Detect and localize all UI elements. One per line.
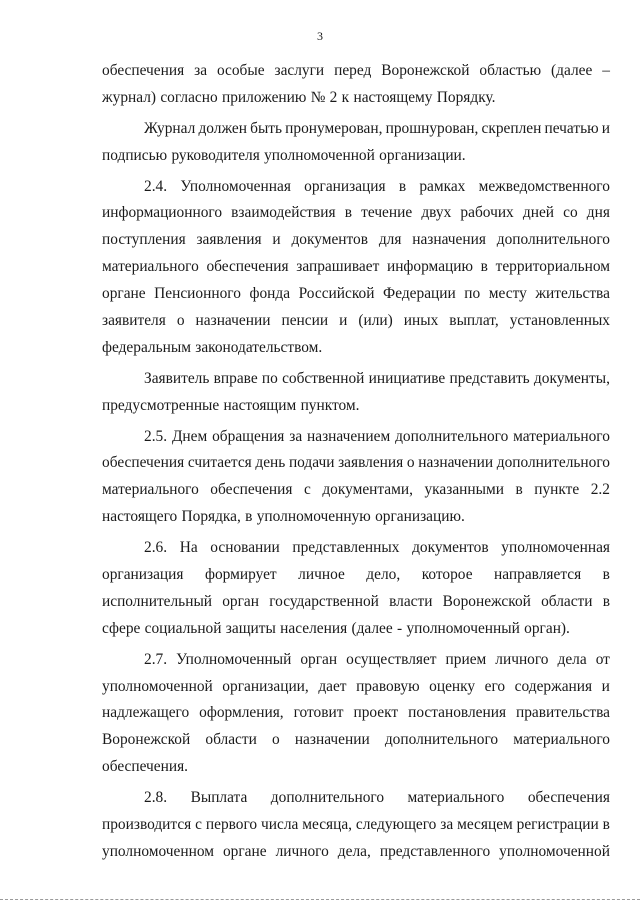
- text-line: Журнал должен быть пронумерован, прошнурован, скреплен печатью и: [144, 119, 610, 137]
- text-line: 2.7. Уполномоченный орган осуществляет прием личного дела от: [144, 650, 610, 668]
- paragraph-p-2-6: [102, 535, 610, 643]
- text-line: уполномоченном органе личного дела, представленного уполномоченной: [102, 842, 610, 860]
- paragraph-p-2-4: [102, 174, 610, 362]
- text-line: настоящего Порядка, в уполномоченную организацию.: [102, 508, 465, 526]
- text-line: обеспечения за особые заслуги перед Воронежской областью (далее –: [102, 62, 610, 79]
- document-body: [102, 58, 610, 866]
- text-line: 2.4. Уполномоченная организация в рамках межведомственного: [144, 177, 610, 195]
- text-line: производится с первого числа месяца, следующего за месяцем регистрации в: [102, 816, 610, 834]
- text-line: 2.5. Днем обращения за назначением дополнительного материального: [144, 427, 610, 445]
- text-line: 2.6. На основании представленных документов уполномоченная: [144, 539, 610, 557]
- text-line: органе Пенсионного фонда Российской Федерации по месту жительства: [102, 285, 610, 303]
- text-line: обеспечения считается день подачи заявления о назначении дополнительного: [102, 454, 610, 472]
- paragraph-p-2-8: [102, 785, 610, 866]
- text-line: 2.8. Выплата дополнительного материального обеспечения: [144, 789, 610, 807]
- text-line: организация формирует личное дело, которое направляется в: [102, 566, 610, 584]
- page-bottom-edge: [0, 899, 640, 900]
- paragraph-p-journal: [102, 116, 610, 170]
- text-line: исполнительный орган государственной власти Воронежской области в: [102, 592, 610, 610]
- text-line: заявителя о назначении пенсии и (или) иных выплат, установленных: [102, 312, 610, 330]
- text-line: журнал) согласно приложению № 2 к настоящему Порядку.: [102, 88, 496, 106]
- text-line: федеральным законодательством.: [102, 338, 323, 356]
- text-line: материального обеспечения с документами, указанными в пункте 2.2: [102, 481, 610, 499]
- paragraph-p-cont: [102, 58, 610, 112]
- paragraph-p-applicant: [102, 366, 610, 420]
- text-line: информационного взаимодействия в течение двух рабочих дней со дня: [102, 204, 610, 222]
- text-line: подписью руководителя уполномоченной организации.: [102, 146, 466, 164]
- page-number: 3: [317, 29, 323, 43]
- paragraph-p-2-7: [102, 647, 610, 781]
- text-line: сфере социальной защиты населения (далее - уполномоченный орган).: [102, 619, 570, 637]
- text-line: надлежащего оформления, готовит проект постановления правительства: [102, 704, 610, 722]
- text-line: уполномоченной организации, дает правовую оценку его содержания и: [102, 677, 610, 695]
- text-line: поступления заявления и документов для назначения дополнительного: [102, 231, 610, 249]
- text-line: материального обеспечения запрашивает информацию в территориальном: [102, 258, 610, 276]
- text-line: Заявитель вправе по собственной инициативе представить документы,: [144, 369, 610, 387]
- paragraph-p-2-5: [102, 424, 610, 532]
- text-line: предусмотренные настоящим пунктом.: [102, 396, 360, 414]
- text-line: обеспечения.: [102, 758, 189, 776]
- text-line: Воронежской области о назначении дополнительного материального: [102, 731, 610, 749]
